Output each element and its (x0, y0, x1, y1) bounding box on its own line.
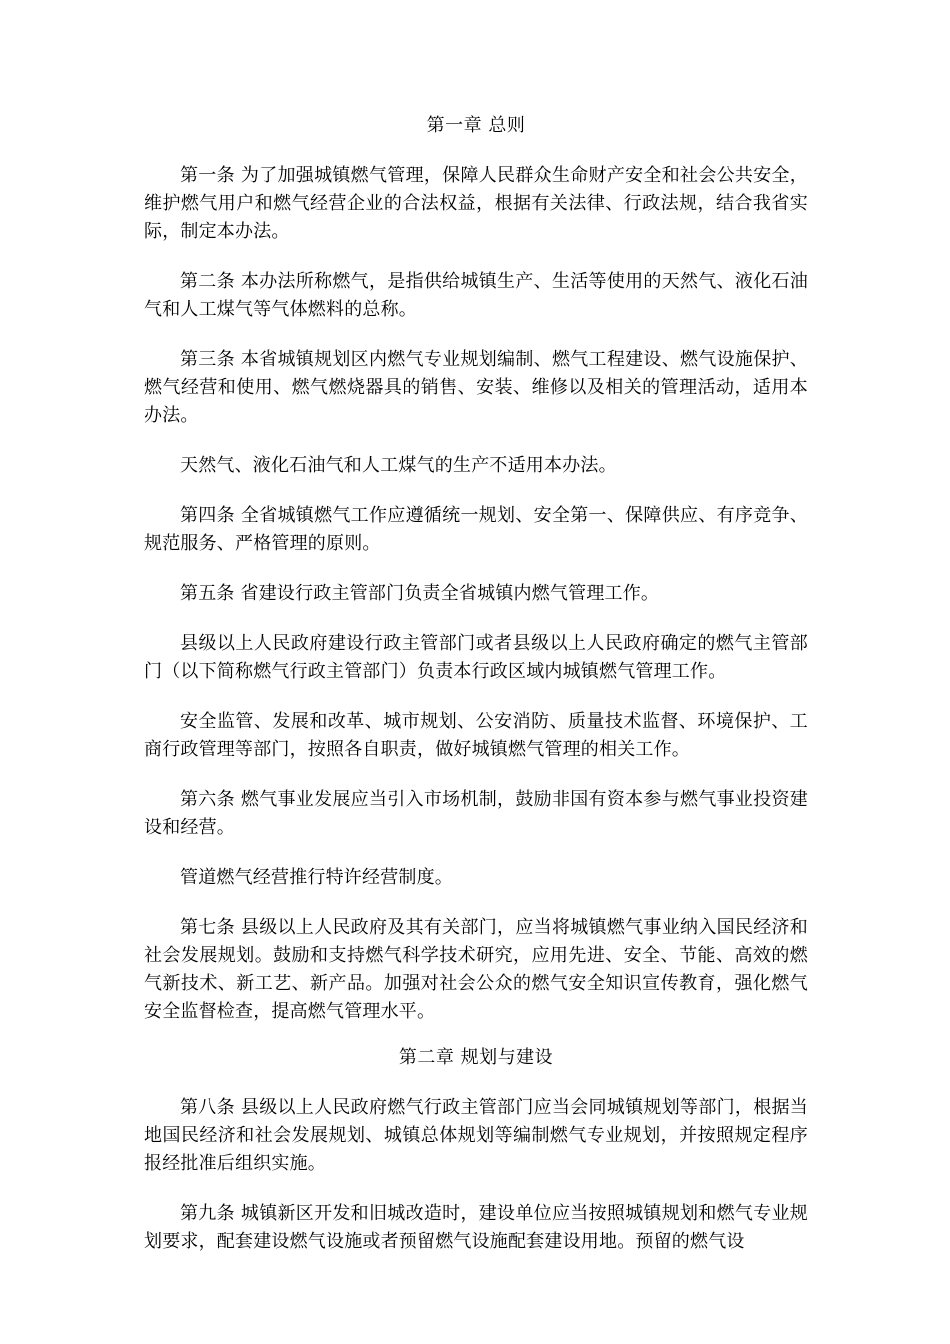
article-paragraph: 第八条 县级以上人民政府燃气行政主管部门应当会同城镇规划等部门，根据当地国民经济和社会发展规划、城镇总体规划等编制燃气专业规划，并按照规定程序报经批准后组织实施。 (144, 1097, 808, 1174)
chapter-heading-2: 第二章 规划与建设 (398, 1047, 554, 1068)
article-paragraph: 第一条 为了加强城镇燃气管理，保障人民群众生命财产安全和社会公共安全，维护燃气用户和燃气经营企业的合法权益，根据有关法律、行政法规，结合我省实际，制定本办法。 (144, 165, 808, 242)
article-paragraph: 县级以上人民政府建设行政主管部门或者县级以上人民政府确定的燃气主管部门（以下简称燃气行政主管部门）负责本行政区域内城镇燃气管理工作。 (144, 633, 808, 682)
article-paragraph: 第九条 城镇新区开发和旧城改造时，建设单位应当按照城镇规划和燃气专业规划要求，配套建设燃气设施或者预留燃气设施配套建设用地。预留的燃气设 (144, 1203, 808, 1252)
article-paragraph: 第三条 本省城镇规划区内燃气专业规划编制、燃气工程建设、燃气设施保护、燃气经营和使用、燃气燃烧器具的销售、安装、维修以及相关的管理活动，适用本办法。 (144, 349, 808, 426)
chapter-heading-1: 第一章 总则 (426, 115, 526, 136)
article-paragraph: 第五条 省建设行政主管部门负责全省城镇内燃气管理工作。 (180, 583, 660, 604)
article-paragraph: 第六条 燃气事业发展应当引入市场机制，鼓励非国有资本参与燃气事业投资建设和经营。 (144, 789, 808, 838)
article-paragraph: 管道燃气经营推行特许经营制度。 (180, 867, 453, 888)
article-paragraph: 第二条 本办法所称燃气，是指供给城镇生产、生活等使用的天然气、液化石油气和人工煤气等气体燃料的总称。 (144, 271, 808, 320)
article-paragraph: 安全监管、发展和改革、城市规划、公安消防、质量技术监督、环境保护、工商行政管理等部门，按照各自职责，做好城镇燃气管理的相关工作。 (144, 711, 808, 760)
article-paragraph: 天然气、液化石油气和人工煤气的生产不适用本办法。 (180, 455, 617, 476)
article-paragraph: 第四条 全省城镇燃气工作应遵循统一规划、安全第一、保障供应、有序竞争、规范服务、严格管理的原则。 (144, 505, 808, 554)
article-paragraph: 第七条 县级以上人民政府及其有关部门，应当将城镇燃气事业纳入国民经济和社会发展规划。鼓励和支持燃气科学技术研究，应用先进、安全、节能、高效的燃气新技术、新工艺、新产品。加强对社会公众的燃气安全知识宣传教育，强化燃气安全监督检查，提高燃气管理水平。 (144, 917, 808, 1022)
